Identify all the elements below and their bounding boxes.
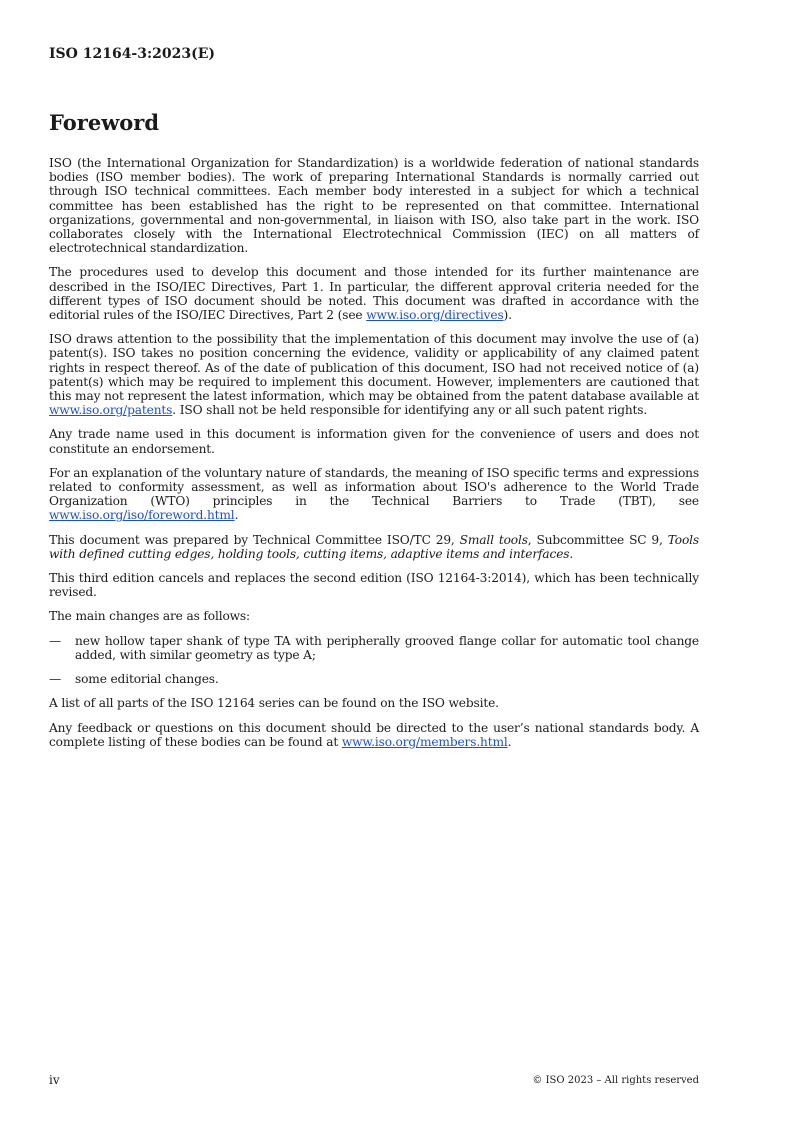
paragraph-patents: ISO draws attention to the possibility that the implementation of this document may involve the use of (a) patent(s). ISO takes no position concerning the evidence, validity or applicability of any claimed patent rights in respect thereof. As of the date of publication of this document, ISO had not received notice of (a) patent(s) which may be required to implement this document. However, implementers are cautioned that this may not represent the latest information, which may be obtained from the patent database available at www.iso.org/patents. ISO shall not be held responsible for identifying any or all such patent rights. <box>49 332 699 418</box>
paragraph-iso-intro: ISO (the International Organization for Standardization) is a worldwide federation of national standards bodies (ISO member bodies). The work of preparing International Standards is normally carried out through ISO technical committees. Each member body interested in a subject for which a technical committee has been established has the right to be represented on that committee. International organizations, governmental and non-governmental, in liaison with ISO, also take part in the work. ISO collaborates closely with the International Electrotechnical Commission (IEC) on all matters of electrotechnical standardization. <box>49 156 699 256</box>
document-id: ISO 12164-3:2023(E) <box>49 46 216 62</box>
foreword-body <box>49 156 699 759</box>
paragraph-procedures: The procedures used to develop this document and those intended for its further maintenance are described in the ISO/IEC Directives, Part 1. In particular, the different approval criteria needed for the different types of ISO document should be noted. This document was drafted in accordance with the editorial rules of the ISO/IEC Directives, Part 2 (see www.iso.org/directives). <box>49 265 699 323</box>
link-foreword[interactable]: www.iso.org/iso/foreword.html <box>49 508 235 523</box>
link-patents[interactable]: www.iso.org/patents <box>49 403 173 418</box>
paragraph-feedback: Any feedback or questions on this document should be directed to the user’s national standards body. A complete listing of these bodies can be found at www.iso.org/members.html. <box>49 720 699 749</box>
link-members[interactable]: www.iso.org/members.html <box>341 734 508 749</box>
paragraph-trade-name: Any trade name used in this document is information given for the convenience of users and does not constitute an endorsement. <box>49 427 699 456</box>
paragraph-edition: This third edition cancels and replaces the second edition (ISO 12164-3:2014), which has been technically revised. <box>49 571 699 600</box>
paragraph-series: A list of all parts of the ISO 12164 series can be found on the ISO website. <box>49 696 499 711</box>
page-title: Foreword <box>49 110 160 135</box>
paragraph-committee: This document was prepared by Technical Committee ISO/TC 29, Small tools, Subcommittee SC 9, Tools with defined cutting edges, holding tools, cutting items, adaptive items and interfaces. <box>49 532 699 561</box>
link-directives[interactable]: www.iso.org/directives <box>366 308 504 323</box>
paragraph-voluntary-nature: For an explanation of the voluntary nature of standards, the meaning of ISO specific terms and expressions related to conformity assessment, as well as information about ISO's adherence to the World Trade Organization (WTO) principles in the Technical Barriers to Trade (TBT), see www.iso.org/iso/foreword.html. <box>49 465 699 523</box>
copyright-notice: © ISO 2023 – All rights reserved <box>532 1075 699 1086</box>
paragraph-changes-intro: The main changes are as follows: <box>49 609 250 624</box>
list-item: — some editorial changes. <box>49 672 219 687</box>
list-item: — new hollow taper shank of type TA with peripherally grooved flange collar for automatic tool change added, with similar geometry as type A; <box>49 633 699 662</box>
page-number: iv <box>49 1073 60 1087</box>
changes-list <box>49 634 699 687</box>
